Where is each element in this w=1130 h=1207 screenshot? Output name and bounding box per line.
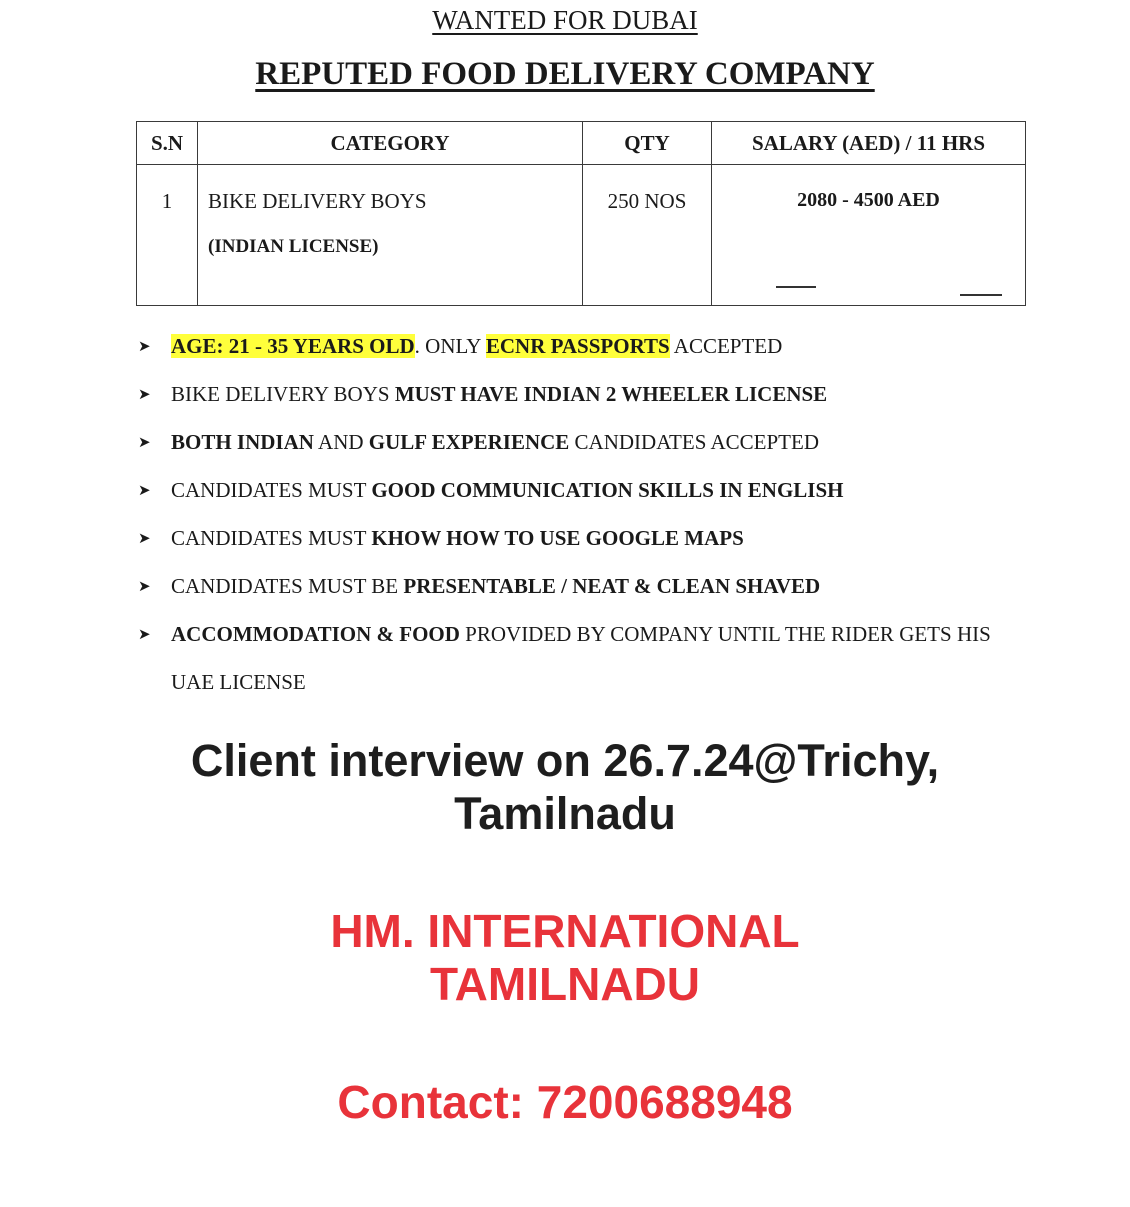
arrowhead-bullet-icon: ➤ [138,481,151,499]
scan-artifact [776,286,816,288]
table-row [137,165,1026,306]
agency-line-1: HM. INTERNATIONAL [330,905,800,957]
table-header-row [137,122,1026,165]
text-segment: GOOD COMMUNICATION SKILLS IN ENGLISH [371,478,844,502]
text-segment: MUST HAVE INDIAN 2 WHEELER LICENSE [394,382,828,406]
header-salary: SALARY (AED) / 11 HRS [712,122,1026,165]
text-segment: ACCOMMODATION & FOOD [171,622,460,646]
cell-sn: 1 [137,165,198,306]
arrowhead-bullet-icon: ➤ [138,433,151,451]
list-item [138,418,1038,466]
interview-line-2: Tamilnadu [454,788,676,839]
list-item [138,514,1038,562]
text-segment: CANDIDATES MUST [171,478,372,502]
text-segment: KHOW HOW TO USE GOOGLE MAPS [371,526,744,550]
text-segment: CANDIDATES ACCEPTED [569,430,819,454]
requirements-list [138,322,1038,706]
arrowhead-bullet-icon: ➤ [138,577,151,595]
interview-line-1: Client interview on 26.7.24@Trichy, [190,735,940,786]
header-category: CATEGORY [198,122,583,165]
scan-artifact [960,294,1002,296]
text-segment: . ONLY [414,334,486,358]
header-qty: QTY [583,122,712,165]
list-item [138,466,1038,514]
text-segment: ACCEPTED [669,334,783,358]
text-segment: BOTH INDIAN [171,430,314,454]
list-item [138,610,1038,706]
category-note: (INDIAN LICENSE) [208,236,379,257]
cell-qty: 250 NOS [583,165,712,306]
arrowhead-bullet-icon: ➤ [138,337,151,355]
text-segment: PROVIDED BY COMPANY UNTIL THE RIDER GETS HIS UAE LICENSE [171,622,991,694]
agency-name [0,905,1130,1011]
list-item [138,370,1038,418]
contact-number: Contact: 7200688948 [337,1076,793,1128]
category-name: BIKE DELIVERY BOYS [208,189,427,213]
text-segment: CANDIDATES MUST BE [171,574,404,598]
arrowhead-bullet-icon: ➤ [138,625,151,643]
text-segment: GULF EXPERIENCE [368,430,570,454]
cell-category [198,165,583,306]
passport-requirement: ECNR PASSPORTS [485,334,670,358]
arrowhead-bullet-icon: ➤ [138,385,151,403]
list-item [138,322,1038,370]
text-segment: AND [313,430,369,454]
arrowhead-bullet-icon: ➤ [138,529,151,547]
job-table [136,121,1026,306]
text-segment: PRESENTABLE / NEAT & CLEAN SHAVED [403,574,821,598]
age-requirement: AGE: 21 - 35 YEARS OLD [171,334,415,358]
list-item [138,562,1038,610]
text-segment: BIKE DELIVERY BOYS [171,382,395,406]
header-sn: S.N [137,122,198,165]
agency-line-2: TAMILNADU [430,958,700,1010]
interview-notice [0,734,1130,840]
cell-salary: 2080 - 4500 AED [712,165,1026,306]
text-segment: CANDIDATES MUST [171,526,372,550]
job-title: WANTED FOR DUBAI [432,5,698,35]
company-subtitle: REPUTED FOOD DELIVERY COMPANY [255,56,875,92]
